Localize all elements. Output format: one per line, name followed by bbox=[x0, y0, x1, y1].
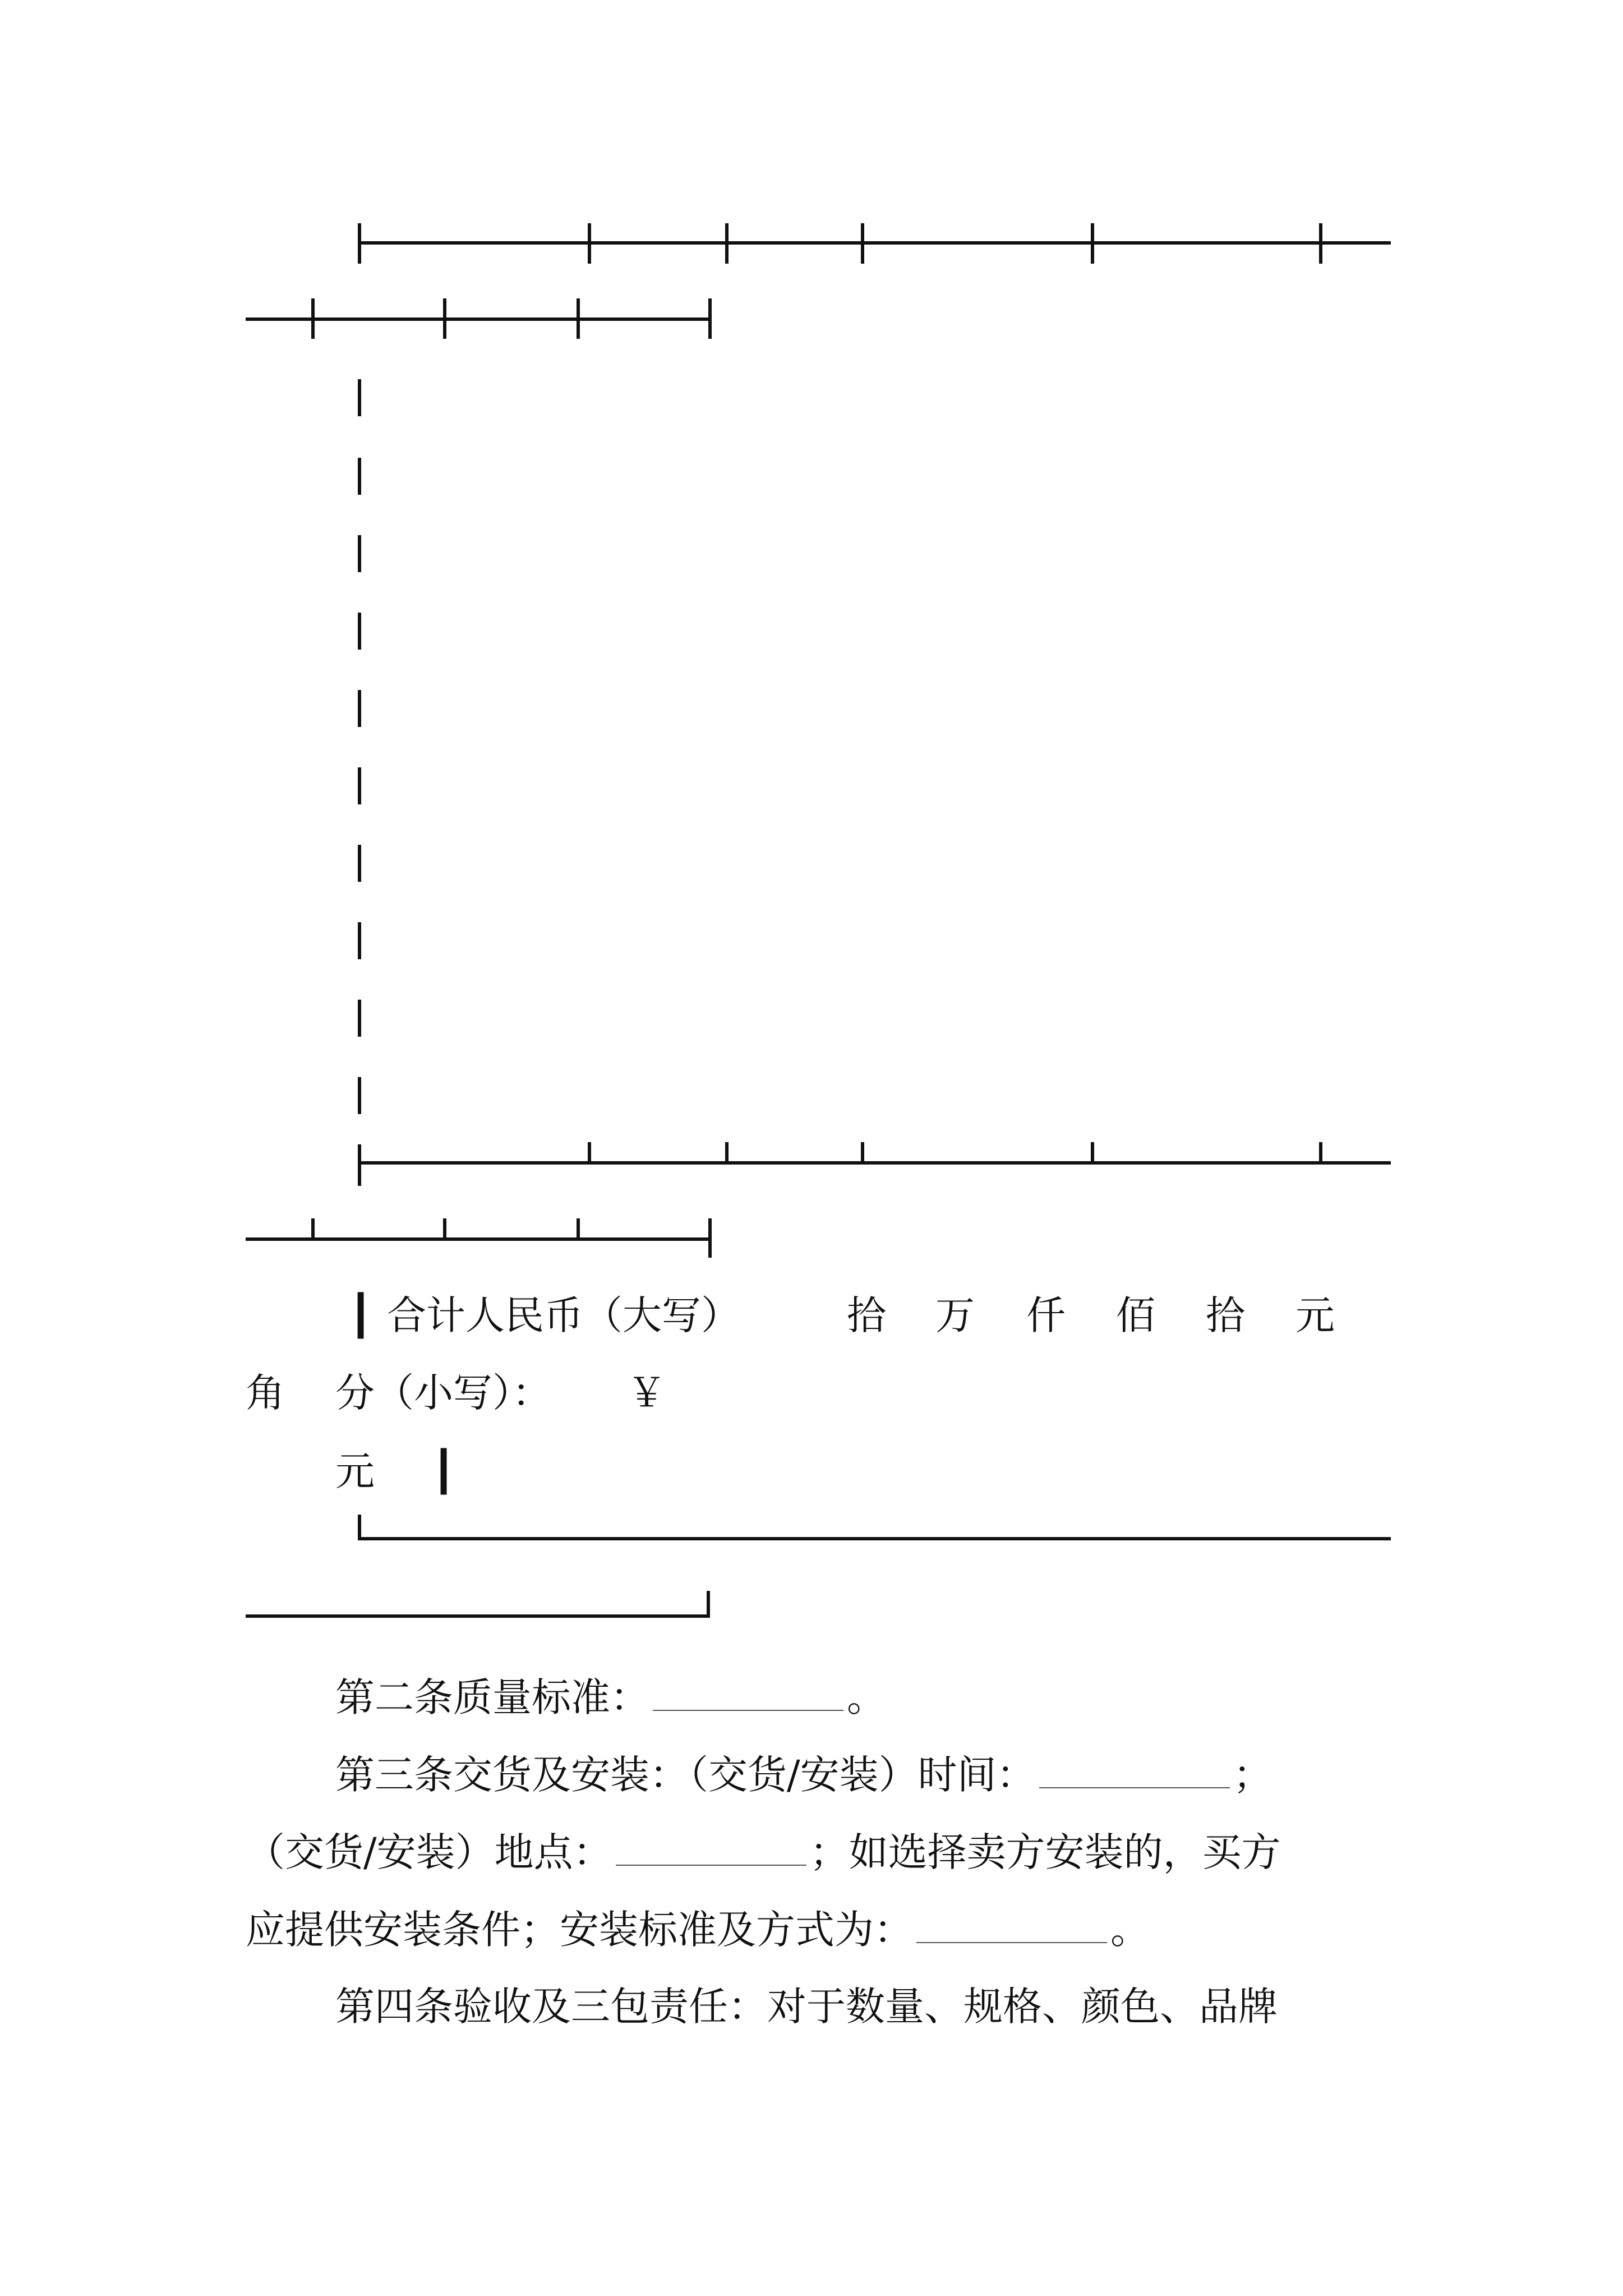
clause-installation-standard bbox=[246, 1907, 1150, 1953]
table-edge-segment bbox=[358, 458, 361, 495]
table-border-tick bbox=[358, 1144, 361, 1186]
table-border-tick bbox=[861, 1142, 864, 1165]
table-border-line bbox=[246, 1614, 710, 1618]
currency-symbol: ￥ bbox=[627, 1370, 666, 1416]
clause-punct: 。 bbox=[847, 1674, 886, 1720]
yuan-label: 元 bbox=[335, 1448, 375, 1494]
table-border-tick bbox=[311, 1218, 315, 1241]
clause-delivery-installation bbox=[335, 1752, 1272, 1798]
table-border-tick bbox=[443, 298, 446, 339]
table-edge-segment bbox=[358, 613, 361, 650]
table-edge-segment bbox=[358, 922, 361, 959]
table-border-tick bbox=[708, 1218, 712, 1258]
clause-text: 第四条验收及三包责任：对于数量、规格、颜色、品牌 bbox=[335, 1984, 1278, 2030]
table-border-tick bbox=[1319, 223, 1322, 264]
clause-delivery-location bbox=[246, 1829, 1281, 1875]
clause-text: ；如选择卖方安装的，买方 bbox=[809, 1829, 1281, 1875]
fill-in-blank[interactable] bbox=[916, 1910, 1107, 1943]
table-border-tick bbox=[1091, 223, 1094, 264]
table-edge-segment bbox=[358, 690, 361, 727]
clause-punct: 。 bbox=[1110, 1907, 1150, 1953]
table-border-line bbox=[246, 318, 710, 321]
clause-text: 第二条质量标准： bbox=[335, 1674, 649, 1720]
table-border-tick bbox=[708, 298, 712, 339]
fill-in-blank[interactable] bbox=[653, 1677, 843, 1711]
table-border-tick bbox=[861, 223, 864, 264]
unit-label: 万 bbox=[935, 1292, 975, 1338]
table-edge-segment bbox=[358, 379, 361, 416]
clause-text: 应提供安装条件；安装标准及方式为： bbox=[246, 1907, 913, 1953]
table-border-tick bbox=[1319, 1142, 1322, 1165]
table-border-tick bbox=[311, 298, 315, 339]
table-border-tick bbox=[577, 1218, 580, 1241]
unit-label: 角 bbox=[246, 1370, 285, 1416]
clause-punct: ； bbox=[1233, 1752, 1272, 1798]
table-border-line bbox=[358, 241, 1391, 245]
table-edge-segment bbox=[358, 845, 361, 882]
table-border-tick bbox=[588, 1142, 591, 1165]
table-bar: ┃ bbox=[349, 1292, 373, 1338]
lowercase-label: 分（小写）： bbox=[335, 1370, 551, 1416]
table-bar: ┃ bbox=[432, 1448, 456, 1494]
clause-acceptance-warranty bbox=[335, 1984, 1278, 2030]
table-border-tick bbox=[588, 223, 591, 264]
clause-quality-standard bbox=[335, 1674, 886, 1720]
table-edge-segment bbox=[358, 1077, 361, 1114]
table-border-tick bbox=[1091, 1142, 1094, 1165]
table-border-tick bbox=[725, 1142, 728, 1165]
table-border-tick bbox=[443, 1218, 446, 1241]
table-border-corner bbox=[707, 1591, 710, 1618]
unit-label: 佰 bbox=[1116, 1292, 1155, 1338]
clause-text: （交货/安装）地点： bbox=[246, 1829, 612, 1875]
total-label: 合计人民币（大写） bbox=[387, 1292, 740, 1338]
table-edge-segment bbox=[358, 1000, 361, 1037]
unit-label: 仟 bbox=[1026, 1292, 1066, 1338]
fill-in-blank[interactable] bbox=[616, 1832, 806, 1866]
clause-text: 第三条交货及安装：（交货/安装）时间： bbox=[335, 1752, 1036, 1798]
unit-label: 拾 bbox=[847, 1292, 886, 1338]
fill-in-blank[interactable] bbox=[1039, 1755, 1230, 1788]
unit-label: 拾 bbox=[1206, 1292, 1245, 1338]
table-border-line bbox=[246, 1237, 710, 1241]
table-border-line bbox=[358, 1161, 1391, 1165]
table-border-line bbox=[358, 1537, 1391, 1540]
table-edge-segment bbox=[358, 767, 361, 804]
table-edge-segment bbox=[358, 535, 361, 572]
unit-label: 元 bbox=[1295, 1292, 1335, 1338]
table-border-tick bbox=[725, 223, 728, 264]
table-border-tick bbox=[577, 298, 580, 339]
